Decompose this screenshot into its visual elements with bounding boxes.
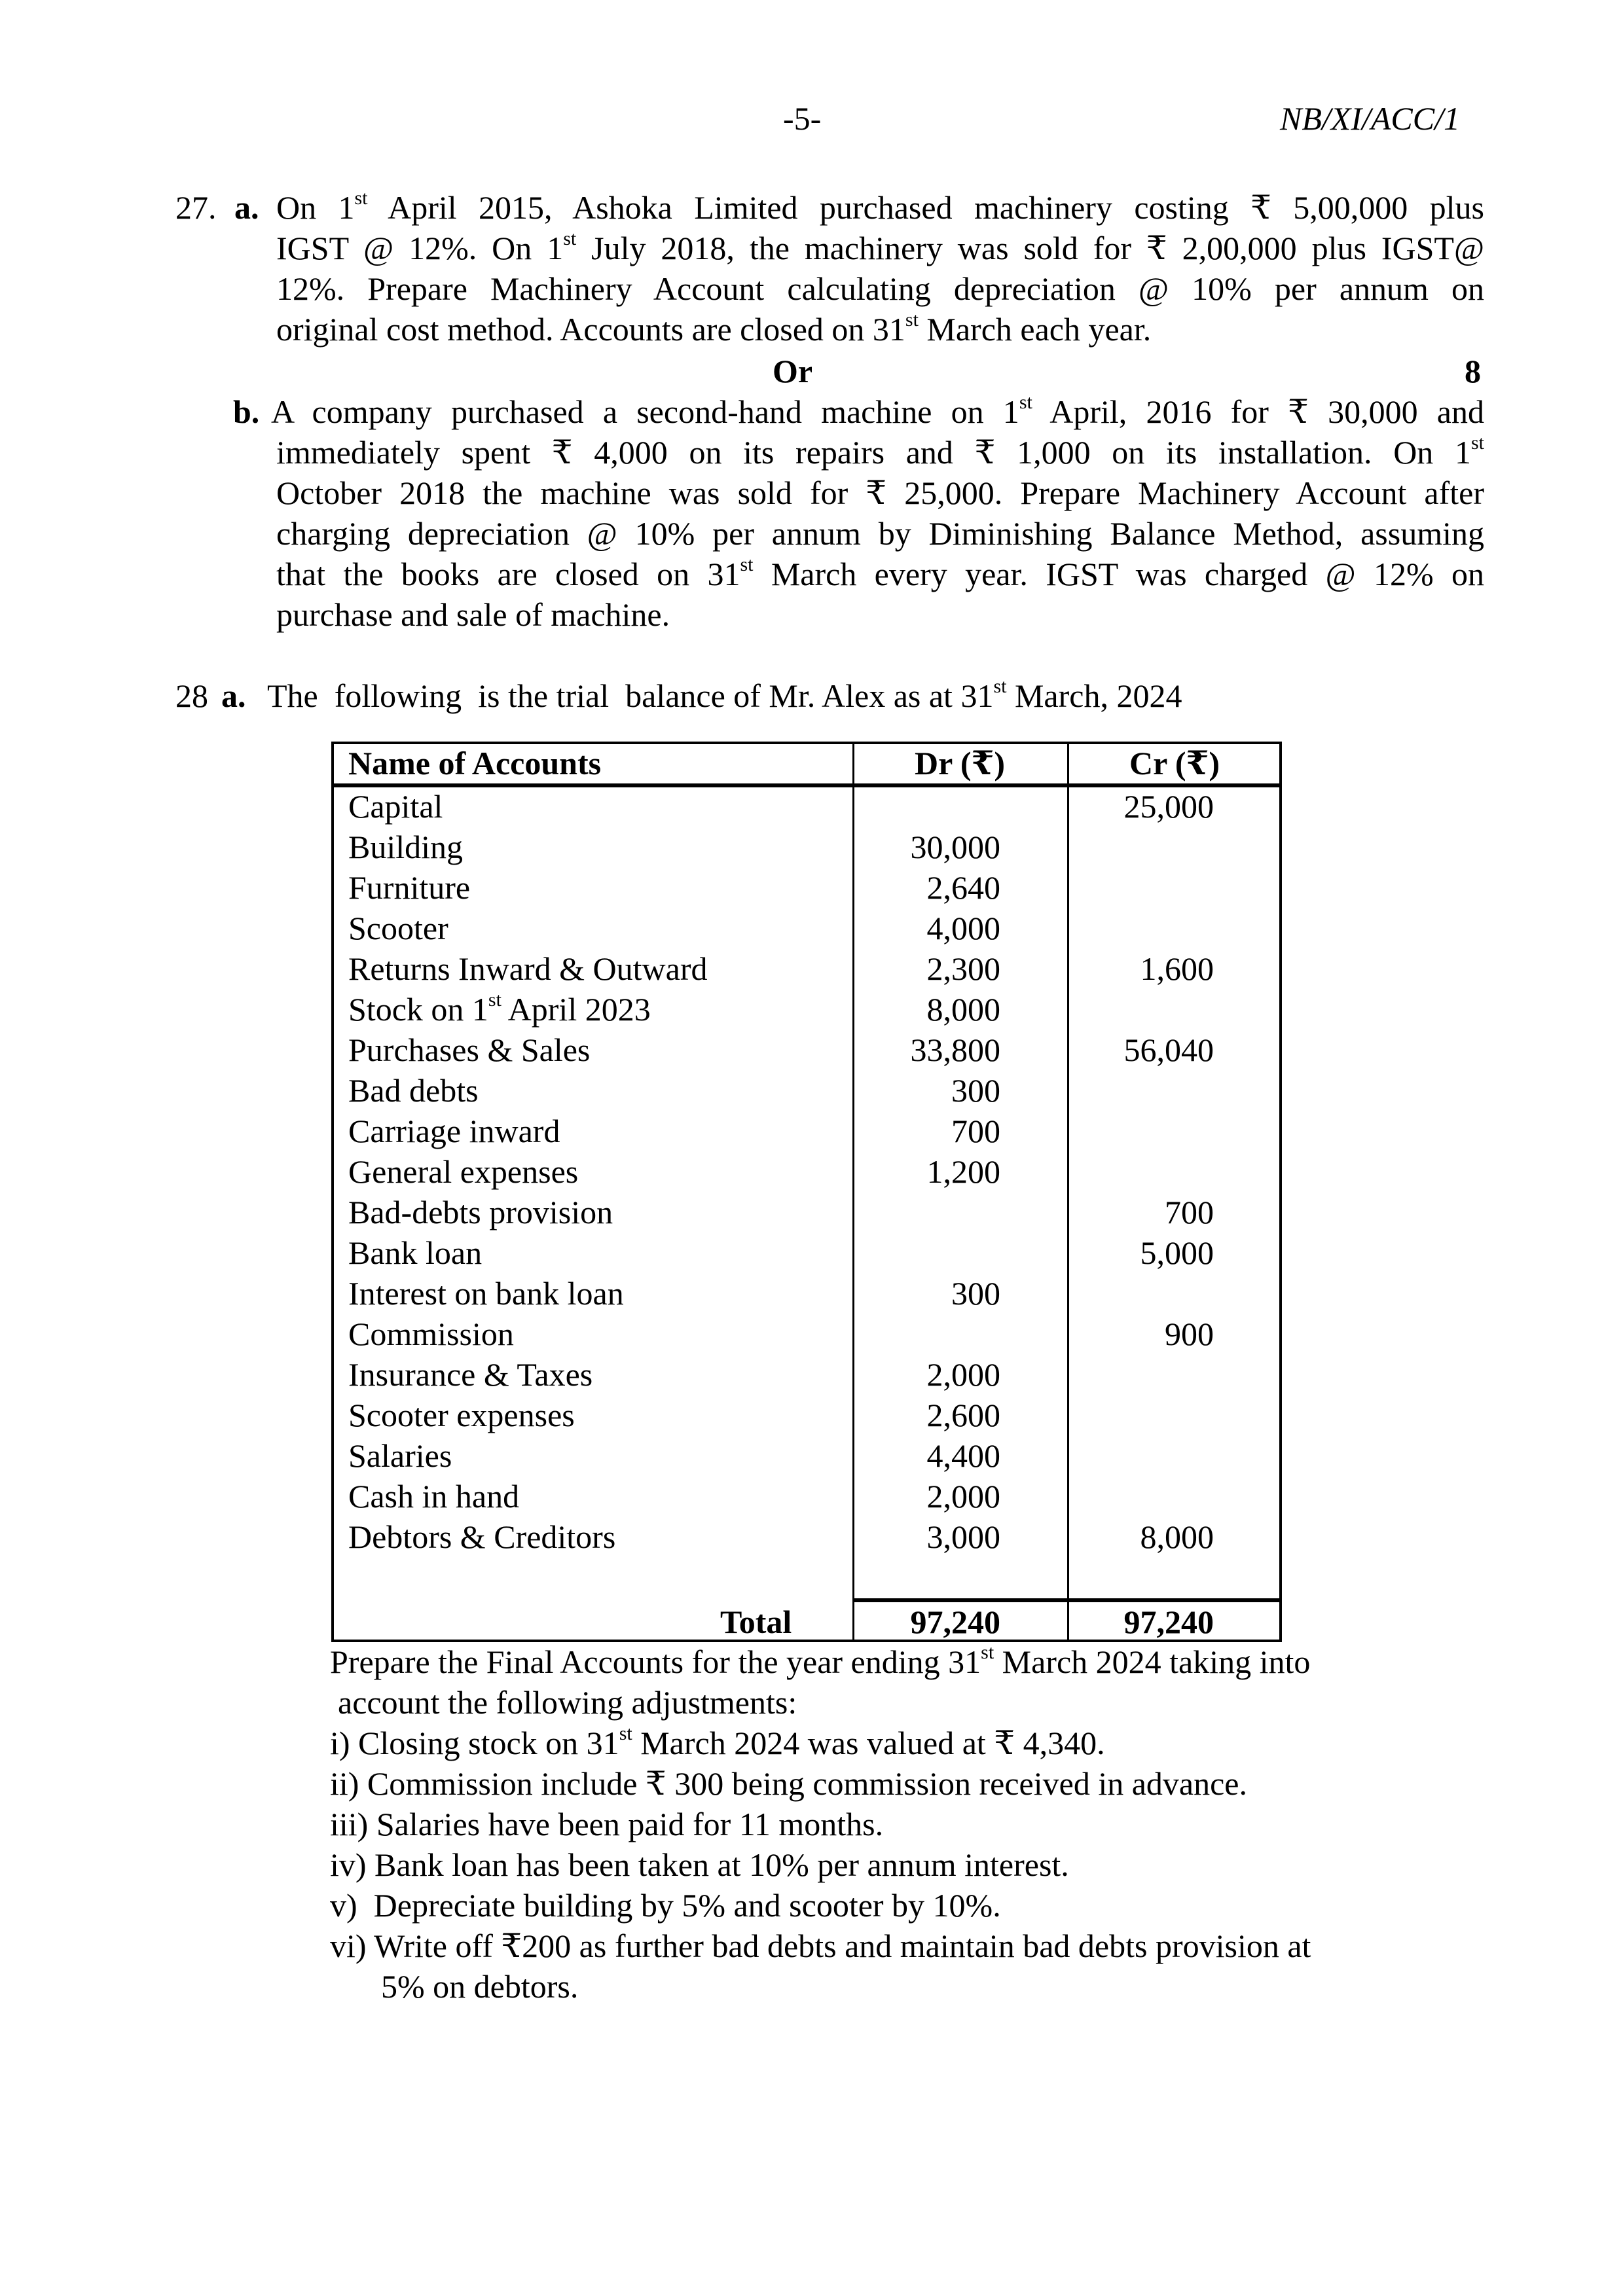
- table-cell-dr: 33,800: [910, 1031, 1000, 1068]
- trial-balance-table: [331, 742, 1282, 1642]
- table-cell-account: Cash in hand: [348, 1478, 520, 1515]
- adjustment-item-continued: 5% on debtors.: [381, 1968, 579, 2005]
- part-a-label: a.: [221, 677, 246, 714]
- marks: 8: [1465, 353, 1481, 389]
- q27a-line-4: original cost method. Accounts are closed on 31st March each year.: [276, 309, 1152, 348]
- table-cell-account: Bad-debts provision: [348, 1194, 613, 1230]
- total-label: Total: [720, 1604, 792, 1640]
- adjustment-item: vi) Write off ₹200 as further bad debts and maintain bad debts provision at: [330, 1928, 1311, 1964]
- table-cell-cr: 5,000: [1140, 1234, 1214, 1271]
- table-cell-account: Purchases & Sales: [348, 1031, 591, 1068]
- table-cell-dr: 3,000: [926, 1518, 1000, 1555]
- table-cell-account: Scooter expenses: [348, 1397, 575, 1433]
- header-dr: Dr (₹): [915, 745, 1005, 781]
- table-cell-account: Furniture: [348, 869, 471, 906]
- q27b-line-1: A company purchased a second-hand machine on 1st April, 2016 for ₹ 30,000 and: [271, 391, 1484, 430]
- table-cell-dr: 300: [951, 1275, 1000, 1312]
- table-cell-dr: 2,640: [926, 869, 1000, 906]
- header-account: Name of Accounts: [348, 745, 602, 781]
- table-cell-account: Bank loan: [348, 1234, 483, 1271]
- question-number: 27.: [175, 189, 217, 226]
- table-cell-cr: 25,000: [1123, 788, 1214, 825]
- table-cell-account: Capital: [348, 788, 443, 825]
- q27b-line-6: purchase and sale of machine.: [276, 596, 670, 633]
- adjustment-item: ii) Commission include ₹ 300 being commission received in advance.: [330, 1765, 1247, 1802]
- table-cell-dr: 4,000: [926, 910, 1000, 946]
- table-cell-account: Insurance & Taxes: [348, 1356, 593, 1393]
- table-cell-cr: 8,000: [1140, 1518, 1214, 1555]
- table-cell-cr: 700: [1165, 1194, 1214, 1230]
- adjustment-item: i) Closing stock on 31st March 2024 was valued at ₹ 4,340.: [330, 1723, 1105, 1761]
- table-cell-account: Stock on 1st April 2023: [348, 989, 651, 1028]
- table-cell-account: Commission: [348, 1316, 514, 1352]
- table-cell-dr: 2,300: [926, 950, 1000, 987]
- total-cr: 97,240: [1123, 1604, 1214, 1640]
- table-cell-dr: 1,200: [926, 1153, 1000, 1190]
- table-cell-cr: 900: [1165, 1316, 1214, 1352]
- instruction-line-1: Prepare the Final Accounts for the year ending 31st March 2024 taking into: [330, 1641, 1311, 1680]
- instruction-line-2: account the following adjustments:: [338, 1684, 797, 1721]
- q27b-line-5: that the books are closed on 31st March every year. IGST was charged @ 12% on: [276, 554, 1484, 592]
- adjustment-item: iv) Bank loan has been taken at 10% per annum interest.: [330, 1846, 1069, 1883]
- table-cell-account: Returns Inward & Outward: [348, 950, 708, 987]
- total-dr: 97,240: [910, 1604, 1000, 1640]
- adjustment-item: iii) Salaries have been paid for 11 months.: [330, 1806, 884, 1842]
- table-cell-dr: 8,000: [926, 991, 1000, 1028]
- table-cell-account: Bad debts: [348, 1072, 479, 1109]
- table-cell-dr: 700: [951, 1113, 1000, 1149]
- page-number: -5-: [783, 100, 822, 137]
- table-cell-account: Carriage inward: [348, 1113, 560, 1149]
- adjustment-item: v) Depreciate building by 5% and scooter by 10%.: [330, 1887, 1001, 1924]
- table-cell-account: General expenses: [348, 1153, 579, 1190]
- table-cell-account: Debtors & Creditors: [348, 1518, 616, 1555]
- or-label: Or: [773, 353, 813, 389]
- q27b-line-2: immediately spent ₹ 4,000 on its repairs and ₹ 1,000 on its installation. On 1st: [276, 432, 1484, 471]
- q27a-line-3: 12%. Prepare Machinery Account calculating depreciation @ 10% per annum on: [276, 270, 1484, 307]
- table-cell-dr: 2,600: [926, 1397, 1000, 1433]
- table-cell-dr: 30,000: [910, 829, 1000, 865]
- question-number: 28: [175, 677, 208, 714]
- q27a-line-2: IGST @ 12%. On 1st July 2018, the machinery was sold for ₹ 2,00,000 plus IGST@: [276, 228, 1485, 266]
- paper-code: NB/XI/ACC/1: [1280, 100, 1460, 137]
- table-cell-dr: 2,000: [926, 1356, 1000, 1393]
- table-cell-dr: 4,400: [926, 1437, 1000, 1474]
- q27b-line-4: charging depreciation @ 10% per annum by Diminishing Balance Method, assuming: [276, 515, 1484, 552]
- part-b-label: b.: [233, 393, 260, 430]
- table-cell-dr: 300: [951, 1072, 1000, 1109]
- table-cell-account: Building: [348, 829, 464, 865]
- header-cr: Cr (₹): [1129, 745, 1220, 781]
- q28-intro: The following is the trial balance of Mr. Alex as at 31st March, 2024: [267, 675, 1182, 714]
- table-cell-account: Scooter: [348, 910, 448, 946]
- q27b-line-3: October 2018 the machine was sold for ₹ 25,000. Prepare Machinery Account after: [276, 475, 1484, 511]
- table-cell-cr: 1,600: [1140, 950, 1214, 987]
- table-cell-dr: 2,000: [926, 1478, 1000, 1515]
- table-cell-account: Salaries: [348, 1437, 452, 1474]
- part-a-label: a.: [234, 189, 259, 226]
- table-cell-cr: 56,040: [1123, 1031, 1214, 1068]
- table-cell-account: Interest on bank loan: [348, 1275, 624, 1312]
- q27a-line-1: On 1st April 2015, Ashoka Limited purchased machinery costing ₹ 5,00,000 plus: [276, 187, 1485, 226]
